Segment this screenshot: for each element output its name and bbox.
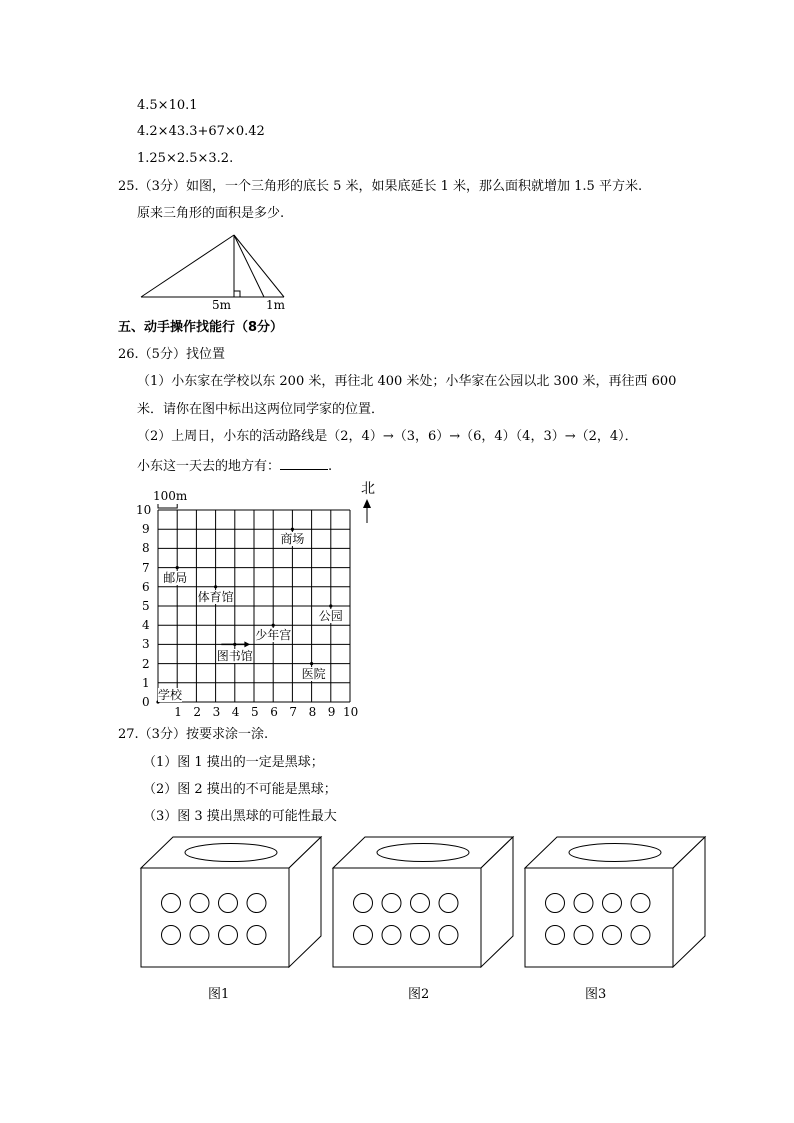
place-label: 少年宫 [255,628,292,643]
ball[interactable] [190,926,209,945]
ball[interactable] [190,894,209,913]
y-tick-label: 9 [142,522,150,537]
x-tick-label: 2 [193,705,202,719]
ball[interactable] [439,926,458,945]
box-front-face [141,868,289,967]
section-heading: 五、动手操作找能行（8分） [118,320,284,335]
q27-item-3: （3）图 3 摸出黑球的可能性最大 [143,809,337,824]
ball[interactable] [382,926,401,945]
label-ext-1m: 1m [266,298,286,312]
y-tick-label: 7 [142,560,150,575]
q27-title: 27.（3分）按要求涂一涂. [118,727,269,742]
ball[interactable] [411,894,430,913]
ball[interactable] [382,894,401,913]
q26-p1-line-1: （1）小东家在学校以东 200 米，再往北 400 米处；小华家在公园以北 300 米，再往西 600 [137,374,677,389]
box-front-face [525,868,673,967]
ball-box-3 [525,837,705,967]
calc-line-3: 1.25×2.5×3.2. [137,151,234,166]
q27-item-2: （2）图 2 摸出的不可能是黑球； [143,782,337,797]
place-label: 邮局 [163,570,188,585]
box-opening [185,844,277,862]
ball[interactable] [546,926,565,945]
x-tick-label: 8 [308,705,317,719]
caption-fig3: 图3 [585,987,607,1002]
ball-box-2 [333,837,513,967]
ball[interactable] [546,894,565,913]
place-label: 图书馆 [216,649,253,664]
ball[interactable] [219,926,238,945]
y-tick-label: 0 [142,695,150,709]
grid-scale-label: 100m [153,489,188,503]
x-tick-label: 4 [231,705,240,719]
place-label: 商场 [280,532,305,547]
ball[interactable] [574,926,593,945]
x-tick-label: 10 [343,705,359,719]
box-front-face [333,868,481,967]
ball[interactable] [603,926,622,945]
q26-p2-suffix: . [328,459,333,474]
box-opening [569,844,661,862]
ball[interactable] [631,894,650,913]
box-opening [377,844,469,862]
ball[interactable] [631,926,650,945]
ball[interactable] [247,894,266,913]
calc-line-2: 4.2×43.3+67×0.42 [137,124,265,139]
caption-fig1: 图1 [208,987,230,1002]
x-tick-label: 1 [174,705,182,719]
ball[interactable] [411,926,430,945]
label-base-5m: 5m [212,298,232,312]
ball[interactable] [574,894,593,913]
q26-p1-line-2: 米．请你在图中标出这两位同学家的位置． [137,402,385,417]
x-tick-label: 7 [289,705,298,719]
ball[interactable] [162,894,181,913]
y-tick-label: 5 [142,599,150,613]
q26-p2-line-1: （2）上周日，小东的活动路线是（2，4）→（3，6）→（6，4）（4，3）→（2，4）． [137,429,638,444]
ball[interactable] [439,894,458,913]
caption-fig2: 图2 [408,987,430,1002]
place-label: 体育馆 [197,589,234,604]
ball[interactable] [247,926,266,945]
place-label: 公园 [318,609,343,623]
x-tick-label: 6 [270,705,278,719]
y-tick-label: 1 [142,675,150,690]
q26-p2-prefix: 小东这一天去的地方有： [137,459,281,474]
y-tick-label: 10 [136,503,152,517]
ball[interactable] [603,894,622,913]
y-tick-label: 2 [142,656,150,671]
y-tick-label: 6 [142,579,150,594]
q25-line-2: 原来三角形的面积是多少. [137,206,285,221]
ball[interactable] [354,894,373,913]
place-label: 医院 [301,666,326,681]
ball[interactable] [162,926,181,945]
ball[interactable] [219,894,238,913]
q27-item-1: （1）图 1 摸出的一定是黑球； [143,755,324,770]
ball[interactable] [354,926,373,945]
place-label: 学校 [158,688,183,702]
x-tick-label: 5 [251,705,259,719]
x-tick-label: 9 [327,705,336,719]
q25-line-1: 25.（3分）如图，一个三角形的底长 5 米，如果底延长 1 米，那么面积就增加 1.5 平方米. [118,179,643,194]
x-tick-label: 3 [212,705,221,719]
calc-line-1: 4.5×10.1 [137,98,198,113]
north-label: 北 [361,481,375,497]
ball-box-1 [141,837,321,967]
y-tick-label: 4 [142,618,150,633]
y-tick-label: 8 [142,541,150,556]
q26-title: 26.（5分）找位置 [118,347,225,362]
y-tick-label: 3 [142,637,150,652]
